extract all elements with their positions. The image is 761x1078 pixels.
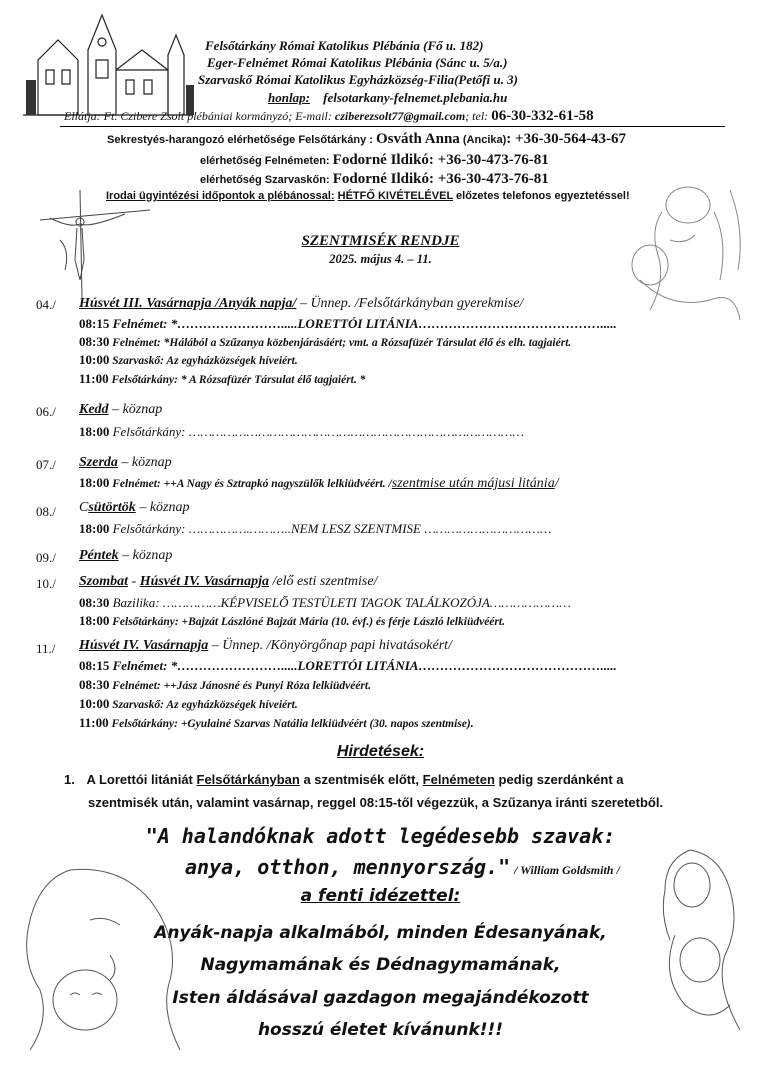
contact-sacristan <box>107 131 626 148</box>
phone[interactable]: 06-30-332-61-58 <box>491 108 594 124</box>
contact-felnemet-value: Fodorné Ildikó: +36-30-473-76-81 <box>332 152 549 168</box>
day-08-name: sütörtök <box>88 500 136 515</box>
mass-entry <box>79 424 524 440</box>
day-04-name: Húsvét III. Vasárnapja /Anyák napja/ <box>79 296 297 311</box>
day-number-08: 08./ <box>36 504 56 519</box>
mass-time: 08:30 <box>79 595 110 610</box>
day-number-07: 07./ <box>36 457 56 472</box>
mass-entry <box>79 658 617 674</box>
mass-time: 18:00 <box>79 521 110 536</box>
day-10-feast: Húsvét IV. Vasárnapja <box>139 574 269 589</box>
day-number-04: 04./ <box>36 297 56 312</box>
day-04-heading <box>79 296 523 312</box>
mass-entry <box>79 677 371 693</box>
mass-time: 08:15 <box>79 316 110 331</box>
mass-time: 10:00 <box>79 352 110 367</box>
day-10-sep: - <box>128 574 140 589</box>
schedule-title-text: SZENTMISÉK RENDJE <box>301 233 460 249</box>
mass-time: 08:15 <box>79 658 110 673</box>
mass-entry <box>79 371 365 387</box>
announcement-text-c: pedig szerdánként a <box>494 772 624 787</box>
day-06-name: Kedd <box>79 402 109 417</box>
mother-child-sketch-top <box>610 170 755 330</box>
homepage-label: honlap: <box>268 90 310 105</box>
mass-entry <box>79 475 559 492</box>
contact-felnemet <box>200 152 549 169</box>
quote-line-2 <box>185 855 620 879</box>
office-hours-note: előzetes telefonos egyeztetéssel! <box>456 190 630 202</box>
mass-entry <box>79 521 551 537</box>
wish-line-3: Isten áldásával gazdagon megajándékozott <box>172 988 589 1008</box>
mass-time: 08:30 <box>79 677 110 692</box>
mass-entry <box>79 334 571 350</box>
mass-text: Felnémet: *…………………….....LORETTÓI LITÁNIA……………………………………..... <box>109 658 617 673</box>
wish-line-2: Nagymamának és Dédnagymamának, <box>200 955 561 975</box>
mass-entry <box>79 696 298 712</box>
office-hours-exception: HÉTFŐ KIVÉTELÉVEL <box>337 190 453 202</box>
announcement-place-2: Felnémeten <box>422 772 495 787</box>
office-hours-label: Irodai ügyintézési időpontok a plébánossal: <box>106 190 335 202</box>
day-06-heading <box>79 402 162 418</box>
mass-text: Bazilika: ……………KÉPVISELŐ TESTÜLETI TAGOK TALÁLKOZÓJA………………… <box>109 595 571 610</box>
mass-entry <box>79 715 474 731</box>
day-08-desc: – köznap <box>135 500 190 515</box>
contact-sacristan-name: Osváth Anna <box>376 131 460 147</box>
contact-sacristan-phone: : +36-30-564-43-67 <box>506 131 627 147</box>
day-04-desc: – Ünnep. /Felsőtárkányban gyerekmise/ <box>296 296 524 311</box>
day-08-name-initial: C <box>79 500 89 515</box>
announcements-heading-text: Hirdetések: <box>336 743 425 760</box>
day-number-06: 06./ <box>36 404 56 419</box>
tel-label: ; tel: <box>465 109 489 123</box>
header-parish-3: Szarvaskő Római Katolikus Egyházközség-Filia(Petőfi u. 3) <box>198 72 518 87</box>
day-07-desc: – köznap <box>117 455 172 470</box>
provider-text: Ellátja: Ft. Czibere Zsolt plébániai kormányzó; E-mail: <box>64 109 332 123</box>
header-divider <box>60 126 725 127</box>
mass-time: 11:00 <box>79 715 109 730</box>
day-11-heading <box>79 638 452 654</box>
announcements-heading <box>0 743 761 761</box>
mass-text: Felnémet: ++Jász Jánosné és Punyi Róza lelkiüdvéért. <box>109 680 371 692</box>
day-10-desc: /elő esti szentmise/ <box>268 574 378 589</box>
mass-text: Felnémet: ++A Nagy és Sztrapkó nagyszülők lelkiüdvéért. / <box>109 478 392 490</box>
day-06-desc: – köznap <box>108 402 163 417</box>
day-number-10: 10./ <box>36 576 56 591</box>
mass-time: 11:00 <box>79 371 109 386</box>
homepage-line <box>268 90 688 106</box>
mass-text: Szarvaskő: Az egyházközségek híveiért. <box>109 699 298 711</box>
mass-text: Felnémet: *…………………….....LORETTÓI LITÁNIA……………………………………..... <box>109 316 617 331</box>
contact-felnemet-label: elérhetőség Felnémeten: <box>200 155 330 167</box>
wish-line-1: Anyák-napja alkalmából, minden Édesanyának, <box>154 923 607 943</box>
mass-note: szentmise után májusi litánia <box>391 476 555 491</box>
day-09-name: Péntek <box>79 548 119 563</box>
mass-text: Felsőtárkány: +Bajzát Lászlóné Bajzát Mária (10. évf.) és férje László lelkiüdvéért. <box>109 616 505 628</box>
contact-szarvasko-label: elérhetőség Szarvaskőn: <box>200 174 330 186</box>
day-08-heading <box>79 500 189 516</box>
mass-entry <box>79 595 571 611</box>
mass-entry <box>79 613 505 629</box>
mass-text: Felnémet: *Hálából a Szűzanya közbenjárásáért; vmt. a Rózsafüzér Társulat élő és elh. tagjaiért. <box>109 337 572 349</box>
contact-sacristan-label: Sekrestyés-harangozó elérhetősége Felsőtárkány : <box>107 134 373 146</box>
announcement-text-b: a szentmisék előtt, <box>299 772 423 787</box>
church-illustration <box>18 10 198 120</box>
day-10-heading <box>79 574 377 590</box>
schedule-title <box>0 233 761 250</box>
mass-text: Felsőtárkány: …………………………………………………………………………… <box>109 424 524 439</box>
contact-sacristan-nick: (Ancika) <box>462 134 507 146</box>
day-11-desc: – Ünnep. /Könyörgőnap papi hivatásokért/ <box>208 638 452 653</box>
contact-szarvasko-value: Fodorné Ildikó: +36-30-473-76-81 <box>332 171 549 187</box>
mother-child-sketch-bottom-right <box>630 845 755 1035</box>
day-07-name: Szerda <box>79 455 118 470</box>
date-range: 2025. május 4. – 11. <box>329 252 432 266</box>
mass-text: Felsőtárkány: …………….………..NEM LESZ SZENTMISE …………………………… <box>109 521 552 536</box>
mass-time: 18:00 <box>79 475 110 490</box>
day-09-heading <box>79 548 172 564</box>
mass-text: Szarvaskő: Az egyházközségek híveiért. <box>109 355 298 367</box>
header-parish-2: Eger-Felnémet Római Katolikus Plébánia (Sánc u. 5/a.) <box>207 55 508 70</box>
mass-time: 18:00 <box>79 613 110 628</box>
contact-szarvasko <box>200 171 549 188</box>
header-parish-1: Felsőtárkány Római Katolikus Plébánia (Fő u. 182) <box>205 38 484 53</box>
mass-text: Felsőtárkány: * A Rózsafüzér Társulat élő tagjaiért. * <box>108 374 366 386</box>
mass-entry <box>79 316 617 332</box>
day-07-heading <box>79 455 172 471</box>
homepage-url[interactable]: felsotarkany-felnemet.plebania.hu <box>323 90 508 105</box>
day-09-desc: – köznap <box>118 548 173 563</box>
wish-line-4: hosszú életet kívánunk!!! <box>257 1020 504 1040</box>
quote-line-1: "A halandóknak adott legédesebb szavak: <box>145 824 616 848</box>
provider-line <box>64 108 594 125</box>
quote-line-2-text: anya, otthon, mennyország." <box>185 855 511 879</box>
day-number-11: 11./ <box>36 641 56 656</box>
mass-text: Felsőtárkány: +Gyulainé Szarvas Natália lelkiüdvéért (30. napos szentmise). <box>108 718 474 730</box>
announcement-item-line2: szentmisék után, valamint vasárnap, reggel 08:15-től végezzük, a Szűzanya iránti szeretetből. <box>88 795 664 810</box>
announcement-place-1: Felsőtárkányban <box>196 772 300 787</box>
day-number-09: 09./ <box>36 550 56 565</box>
day-11-name: Húsvét IV. Vasárnapja <box>79 638 209 653</box>
announcement-number: 1. <box>64 772 75 787</box>
mass-entry <box>79 352 298 368</box>
mass-note-end: / <box>554 476 559 491</box>
mother-child-sketch-bottom-left <box>10 860 200 1060</box>
office-hours <box>106 190 630 202</box>
announcement-item <box>64 772 624 787</box>
day-10-name: Szombat <box>79 574 129 589</box>
announcement-text-a: A Lorettói litániát <box>86 772 197 787</box>
mass-time: 10:00 <box>79 696 110 711</box>
quote-caption-text: a fenti idézettel: <box>300 886 461 906</box>
mass-time: 18:00 <box>79 424 110 439</box>
email[interactable]: cziberezsolt77@gmail.com <box>334 109 466 123</box>
mass-time: 08:30 <box>79 334 110 349</box>
quote-author: / William Goldsmith / <box>514 863 620 877</box>
